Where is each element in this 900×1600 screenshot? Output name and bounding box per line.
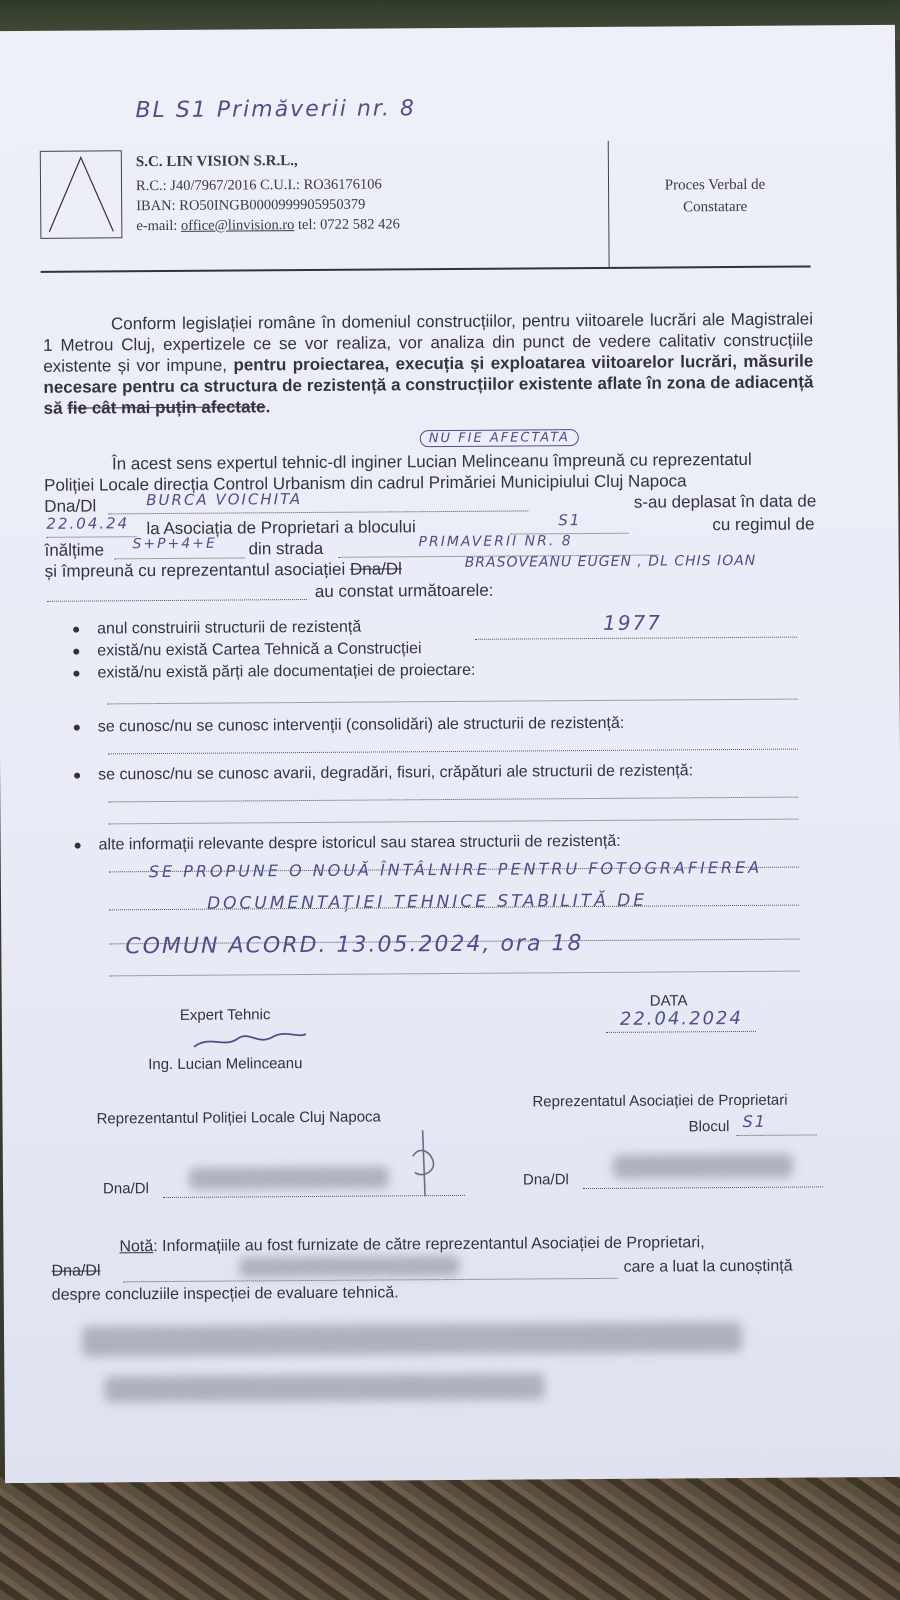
bullet-year: anul construirii structurii de rezistență bbox=[73, 619, 361, 639]
note-line: Notă: Informațiile au fost furnizate de către reprezentantul Asociației de Proprietari, bbox=[119, 1234, 705, 1256]
company-registration: R.C.: J40/7967/2016 C.U.I.: RO36176106 bbox=[135, 176, 382, 195]
bullet-icon bbox=[73, 648, 79, 654]
handwritten-address: BL S1 Primăverii nr. 8 bbox=[135, 96, 416, 124]
intro-paragraph: Conform legislației române în domeniul construcțiilor, pentru viitoarele lucrări ale Magistralei 1 Metrou Cluj, expertizele ce se vor realiza, vor analiza din punct de vedere calitativ construcțiile existente și vor impune, pentru proiectarea, execuția și exploatarea viitoarelor lucrări, măsurile necesare pentru ca structura de rezistență a construcțiilor existente aflate în zona de adiacență să fie cât mai puțin afectate. bbox=[43, 309, 814, 418]
note-dna-dl: Dna/Dl bbox=[51, 1262, 101, 1280]
expert-name: Ing. Lucian Melinceanu bbox=[148, 1055, 303, 1074]
bullet-icon bbox=[74, 724, 80, 730]
block-number: S1 bbox=[558, 511, 582, 530]
street-name: PRIMAVERII NR. 8 bbox=[418, 533, 573, 551]
company-name: S.C. LIN VISION S.R.L., bbox=[135, 153, 298, 171]
officer-line: Dna/Dl bbox=[44, 496, 97, 516]
police-dna-dl: Dna/Dl bbox=[102, 1180, 149, 1198]
association-block: S1 bbox=[742, 1111, 767, 1131]
representative-line: și împreună cu reprezentantul asociației Dna/Dl bbox=[44, 559, 402, 581]
bullet-alte-informatii: alte informații relevante despre istoricul sau starea structurii de rezistență: bbox=[75, 833, 621, 855]
bullet-interventii: se cunosc/nu se cunosc intervenții (consolidări) ale structurii de rezistență: bbox=[74, 715, 625, 737]
signature-date: 22.04.2024 bbox=[619, 1007, 743, 1030]
officer-name: BURCA VOICHITA bbox=[146, 490, 303, 510]
ground-background bbox=[0, 1470, 900, 1600]
inspection-date: 22.04.24 bbox=[46, 514, 130, 533]
bullet-documentatie: există/nu există părți ale documentației de proiectare: bbox=[73, 662, 475, 683]
redacted-name bbox=[189, 1166, 389, 1189]
company-contact: e-mail: office@linvision.ro tel: 0722 582 426 bbox=[136, 216, 400, 235]
building-height: S+P+4+E bbox=[132, 535, 217, 553]
expert-label: Expert Tehnic bbox=[179, 1006, 271, 1024]
email-link[interactable]: office@linvision.ro bbox=[180, 217, 295, 234]
redacted-note-name bbox=[240, 1256, 460, 1278]
redacted-footer-line-2 bbox=[104, 1373, 544, 1402]
association-dna-dl: Dna/Dl bbox=[522, 1171, 569, 1189]
redacted-footer-line-1 bbox=[82, 1322, 742, 1357]
document-title: Proces Verbal de Constatare bbox=[664, 176, 766, 216]
bullet-icon bbox=[74, 772, 80, 778]
bullet-icon bbox=[73, 670, 79, 676]
struck-text: fie cât mai puțin afectate bbox=[67, 397, 266, 418]
representative-names: BRASOVEANU EUGEN , DL CHIS IOAN bbox=[464, 552, 757, 571]
document-sheet: BL S1 Primăverii nr. 8 S.C. LIN VISION S.R.L., R.C.: J40/7967/2016 C.U.I.: RO36176106 IBAN: RO50INGB0000999905950379 e-mail: office@linvision.ro tel: 0722 582 426 Proces Verbal de Constatare Conform legislației române în domeniul construcțiilor, pentru viitoarele lucrări ale Magistralei 1 Metrou Cluj, expertizele ce se vor realiza, vor analiza din punct de vedere calitativ construcțiile existente și vor impune, pentru proiectarea, execuția și exploatarea viitoarelor lucrări, măsurile necesare pentru ca structura de rezistență a construcțiilor existente aflate în zona de adiacență să fie cât mai puțin afectate. NU FIE AFECTATA În acest sens expertul tehnic-dl inginer Lucian Melinceanu împreună cu reprezentatul Poliției Locale direcția Control Urbanism din cadrul Primăriei Municipiului Cluj Napoca Dna/Dl BURCA VOICHITA s-au deplasat în data de 22.04.24 la Asociația de Proprietari a blocului S1 cu regimul de înălțime S+P+4+E din strada PRIMAVERII NR. 8 și împreună cu reprezentantul asociației Dna/Dl BRASOVEANU EUGEN , DL CHIS IOAN au constat următoarele: anul construirii structurii de rezistență 1977 există/nu există Cartea Tehnică a Construcției există/nu există părți ale documentației de proiectare: se cunosc/nu se cunosc intervenții (consolidări) ale structurii de rezistență: se cunosc/nu se cunosc avarii, degradări, fisuri, crăpături ale structurii de rezistență: alte informații relevante despre istoricul sau starea structurii de rezistență: SE PROPUNE O NOUĂ ÎNTÂLNIRE PENTRU FOTOGRAFIEREA DOCUMENTAȚIEI TEHNICE STABILITĂ DE COMUN ACORD. 13.05.2024, ora 18 Expert Tehnic Ing. Lucian Melinceanu DATA 22.04.2024 Reprezentantul Poliției Locale Cluj Napoca Reprezentatul Asociației de Proprietari Blocul S1 Dna/Dl Dna/Dl Notă: Informațiile au fost furnizate de către reprezentantul Asociației de Proprietari, Dna/Dl care a luat la cunoștință despre concluziile inspecției de evaluare tehnică. bbox=[0, 25, 900, 1483]
note-conclusion: despre concluziile inspecției de evaluare tehnică. bbox=[51, 1284, 399, 1304]
police-representative-label: Reprezentantul Poliției Locale Cluj Napoca bbox=[96, 1108, 381, 1128]
handwritten-note-line-2: DOCUMENTAȚIEI TEHNICE STABILITĂ DE bbox=[206, 890, 648, 914]
bullet-carte-tehnica: există/nu există Cartea Tehnică a Construcției bbox=[73, 640, 421, 660]
date-label: DATA bbox=[649, 992, 688, 1010]
handwritten-note-line-3: COMUN ACORD. 13.05.2024, ora 18 bbox=[125, 931, 584, 960]
company-iban: IBAN: RO50INGB0000999905950379 bbox=[136, 196, 366, 215]
bullet-icon bbox=[75, 842, 81, 848]
inspection-paragraph: În acest sens expertul tehnic-dl inginer Lucian Melinceanu împreună cu reprezentatul Poliției Locale direcția Control Urbanism din cadrul Primăriei Municipiului Cluj Napoca bbox=[44, 449, 752, 495]
construction-year: 1977 bbox=[603, 610, 663, 635]
triangle-logo-icon bbox=[41, 151, 122, 238]
header-divider bbox=[608, 141, 610, 267]
redacted-signature bbox=[613, 1154, 793, 1179]
association-representative-label: Reprezentatul Asociației de Proprietari bbox=[532, 1091, 788, 1111]
bullet-icon bbox=[73, 626, 79, 632]
police-signature bbox=[405, 1126, 446, 1211]
company-logo bbox=[40, 150, 123, 239]
letterhead bbox=[40, 145, 811, 272]
handwritten-note-line-1: SE PROPUNE O NOUĂ ÎNTÂLNIRE PENTRU FOTOGRAFIEREA bbox=[148, 857, 763, 882]
handwritten-correction: NU FIE AFECTATA bbox=[420, 429, 579, 447]
bullet-avarii: se cunosc/nu se cunosc avarii, degradări, fisuri, crăpături ale structurii de rezistență: bbox=[74, 762, 693, 784]
